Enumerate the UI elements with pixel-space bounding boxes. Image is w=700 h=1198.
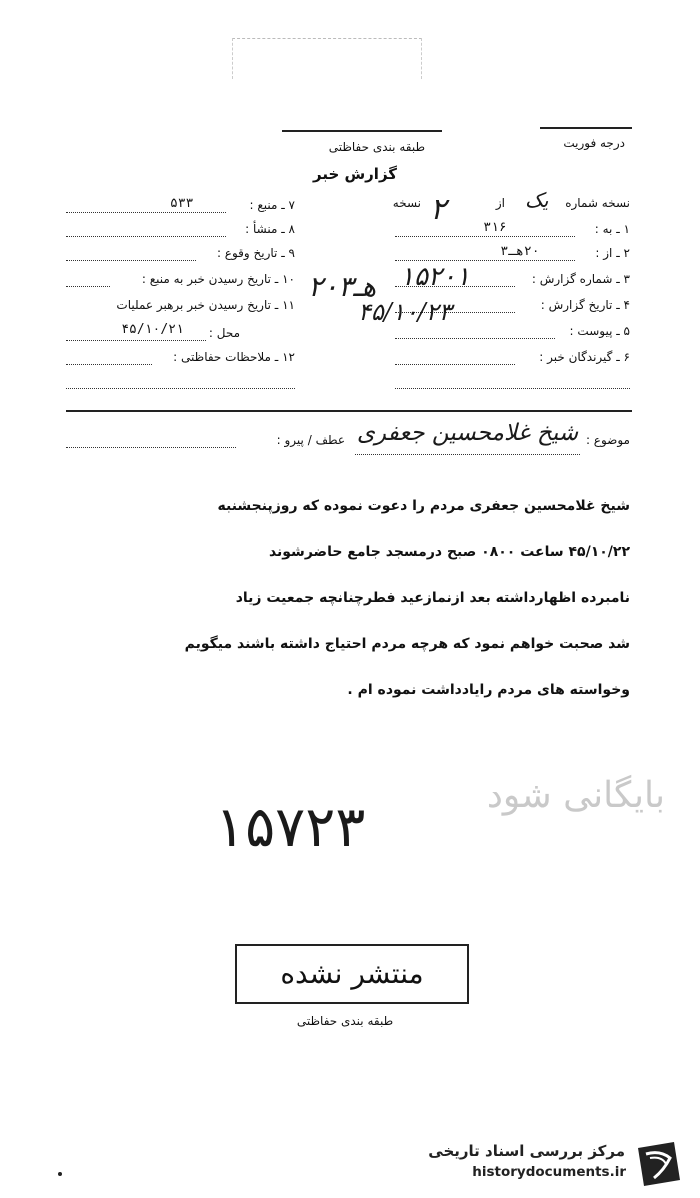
- attachment-dots: [395, 338, 555, 339]
- security-notes-dots: [66, 364, 152, 365]
- recipients-dots: [395, 364, 515, 365]
- report-number-label: ۳ ـ شماره گزارش :: [531, 272, 630, 286]
- to-label: ۱ ـ به :: [594, 222, 630, 236]
- archive-stamp-text: منتشر نشده: [280, 957, 424, 990]
- section-divider: [66, 410, 632, 412]
- location-label: محل :: [208, 326, 240, 340]
- book-logo-icon: [634, 1140, 682, 1188]
- body-line-5: وخواسته های مردم رایادداشت نموده ام .: [347, 682, 630, 698]
- report-title: گزارش خبر: [312, 165, 398, 183]
- watermark-title: مرکز بررسی اسناد تاریخی: [428, 1142, 625, 1160]
- to-value: ۳۱۶: [483, 220, 507, 235]
- subject-label: موضوع :: [585, 433, 630, 447]
- source-receipt-label: ۱۰ ـ تاریخ رسیدن خبر به منبع :: [141, 272, 295, 286]
- subject-dots: [355, 454, 580, 455]
- body-line-3: نامبرده اظهارداشته بعد ازنمازعید فطرچنانچه جمعیت زیاد: [235, 590, 630, 606]
- faded-note: بایگانی شود: [486, 775, 665, 816]
- urgency-label: درجه فوریت: [563, 136, 625, 150]
- source-receipt-dots: [66, 286, 110, 287]
- body-line-2: ۴۵/۱۰/۲۲ ساعت ۰۸۰۰ صبح درمسجد جامع حاضرشوند: [268, 544, 630, 560]
- ink-dot: [58, 1172, 62, 1176]
- location-dots: [66, 340, 206, 341]
- top-faded-box: [232, 38, 422, 79]
- copy-number-value: یک: [525, 188, 549, 212]
- source-label: ۷ ـ منبع :: [249, 198, 295, 212]
- source-value: ۵۳۳: [170, 196, 194, 211]
- copy-number-label: نسخه شماره: [565, 196, 630, 210]
- ops-receipt-label: ۱۱ ـ تاریخ رسیدن خبر برهبر عملیات: [116, 298, 295, 312]
- event-date-label: ۹ ـ تاریخ وقوع :: [216, 246, 295, 260]
- report-number-value: ۱۵۲۰۱: [400, 262, 470, 292]
- handwritten-file-number: ۱۵۷۲۳: [215, 795, 366, 860]
- from-label: ۲ ـ از :: [595, 246, 630, 260]
- source-dots: [66, 212, 226, 213]
- to-dots: [395, 236, 575, 237]
- copy-label: نسخه: [392, 196, 421, 210]
- bottom-classification-label: طبقه بندی حفاظتی: [296, 1014, 394, 1028]
- origin-label: ۸ ـ منشأ :: [245, 222, 295, 236]
- location-value: ۴۵/۱۰/۲۱: [121, 322, 184, 337]
- recipients-label: ۶ ـ گیرندگان خبر :: [539, 350, 630, 364]
- from-dots: [395, 260, 575, 261]
- security-notes-dots-2: [66, 388, 295, 389]
- classification-label: طبقه بندی حفاظتی: [328, 140, 425, 154]
- subject-value: شیخ غلامحسین جعفری: [356, 420, 579, 446]
- recipients-dots-2: [395, 388, 630, 389]
- from-value: ۲۰هـ۳: [500, 244, 540, 259]
- attachment-label: ۵ ـ پیوست :: [569, 324, 630, 338]
- report-date-label: ۴ ـ تاریخ گزارش :: [540, 298, 630, 312]
- watermark-url: historydocuments.ir: [472, 1164, 626, 1180]
- security-notes-label: ۱۲ ـ ملاحظات حفاظتی :: [173, 350, 295, 364]
- origin-dots: [66, 236, 226, 237]
- event-date-dots: [66, 260, 196, 261]
- handwritten-side-note: ۲۰هـ۳: [308, 270, 377, 303]
- body-line-1: شیخ غلامحسین جعفری مردم را دعوت نموده که روزپنجشنبه: [217, 498, 630, 514]
- archive-stamp: [235, 944, 469, 1004]
- reference-label: عطف / پیرو :: [276, 433, 345, 447]
- copy-of-value: ۲: [430, 192, 447, 227]
- reference-dots: [66, 447, 236, 448]
- header-rule-right: [540, 127, 632, 129]
- copy-of-label: از: [495, 196, 505, 210]
- body-line-4: شد صحبت خواهم نمود که هرچه مردم احتیاج داشته باشند میگویم: [184, 636, 630, 652]
- report-date-value: ۴۵/۱۰/۲۳: [358, 298, 452, 326]
- header-rule-mid: [282, 130, 442, 132]
- watermark: [410, 1140, 690, 1190]
